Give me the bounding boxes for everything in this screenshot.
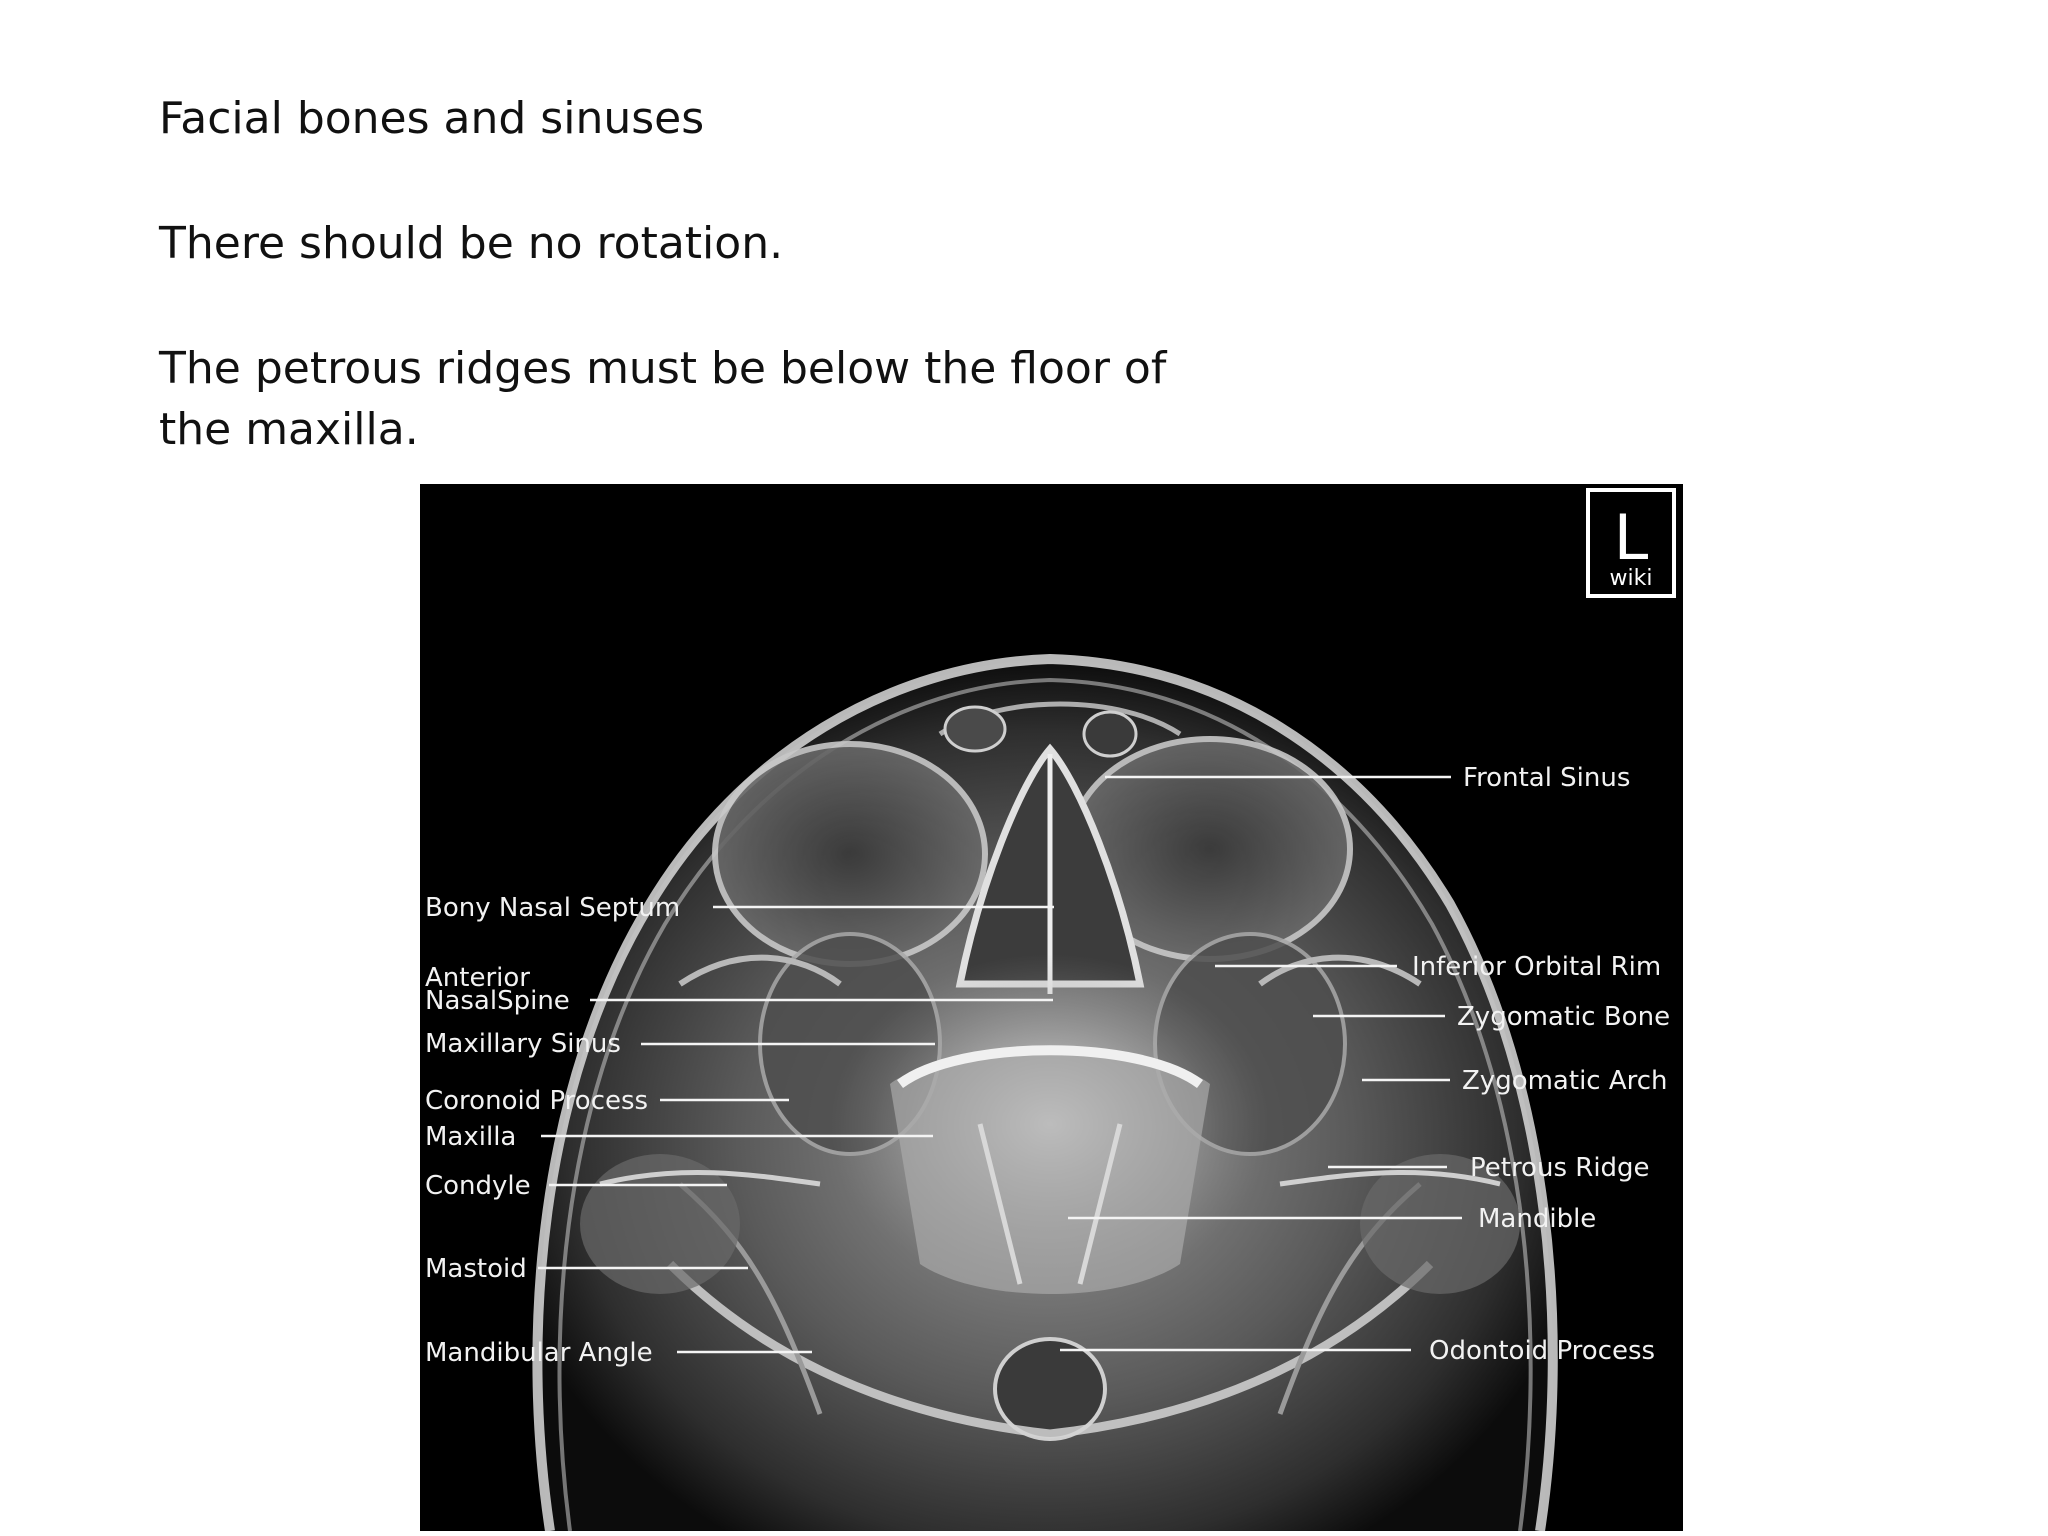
label-zygomatic-arch: Zygomatic Arch (1462, 1066, 1668, 1096)
label-condyle: Condyle (425, 1171, 531, 1201)
label-odontoid-process: Odontoid Process (1429, 1336, 1656, 1366)
label-bony-nasal-septum: Bony Nasal Septum (425, 893, 681, 923)
radiology-wiki-logo (1588, 490, 1674, 596)
label-anterior: Anterior (425, 963, 530, 993)
logo-sub: wiki (1609, 566, 1653, 591)
label-maxillary-sinus: Maxillary Sinus (425, 1029, 621, 1059)
label-zygomatic-bone: Zygomatic Bone (1457, 1002, 1671, 1032)
slide-text-block (159, 88, 1259, 460)
label-coronoid-process: Coronoid Process (425, 1086, 649, 1116)
label-maxilla: Maxilla (425, 1122, 517, 1152)
logo-letter: L (1613, 501, 1649, 574)
label-inferior-orbital-rim: Inferior Orbital Rim (1412, 952, 1662, 982)
label-mastoid: Mastoid (425, 1254, 527, 1284)
label-mandibular-angle: Mandibular Angle (425, 1338, 653, 1368)
label-mandible: Mandible (1478, 1204, 1597, 1234)
slide-title: Facial bones and sinuses (159, 93, 705, 144)
rotation-note: There should be no rotation. (159, 218, 784, 269)
label-petrous-ridge: Petrous Ridge (1470, 1153, 1650, 1183)
petrous-note-line2: the maxilla. (159, 404, 419, 455)
skull-xray-image (420, 484, 1683, 1531)
label-nasal-spine: NasalSpine (425, 986, 570, 1016)
petrous-note-line1: The petrous ridges must be below the floor of (159, 343, 1167, 394)
skull-xray-drawing (420, 484, 1683, 1531)
label-frontal-sinus: Frontal Sinus (1463, 763, 1631, 793)
